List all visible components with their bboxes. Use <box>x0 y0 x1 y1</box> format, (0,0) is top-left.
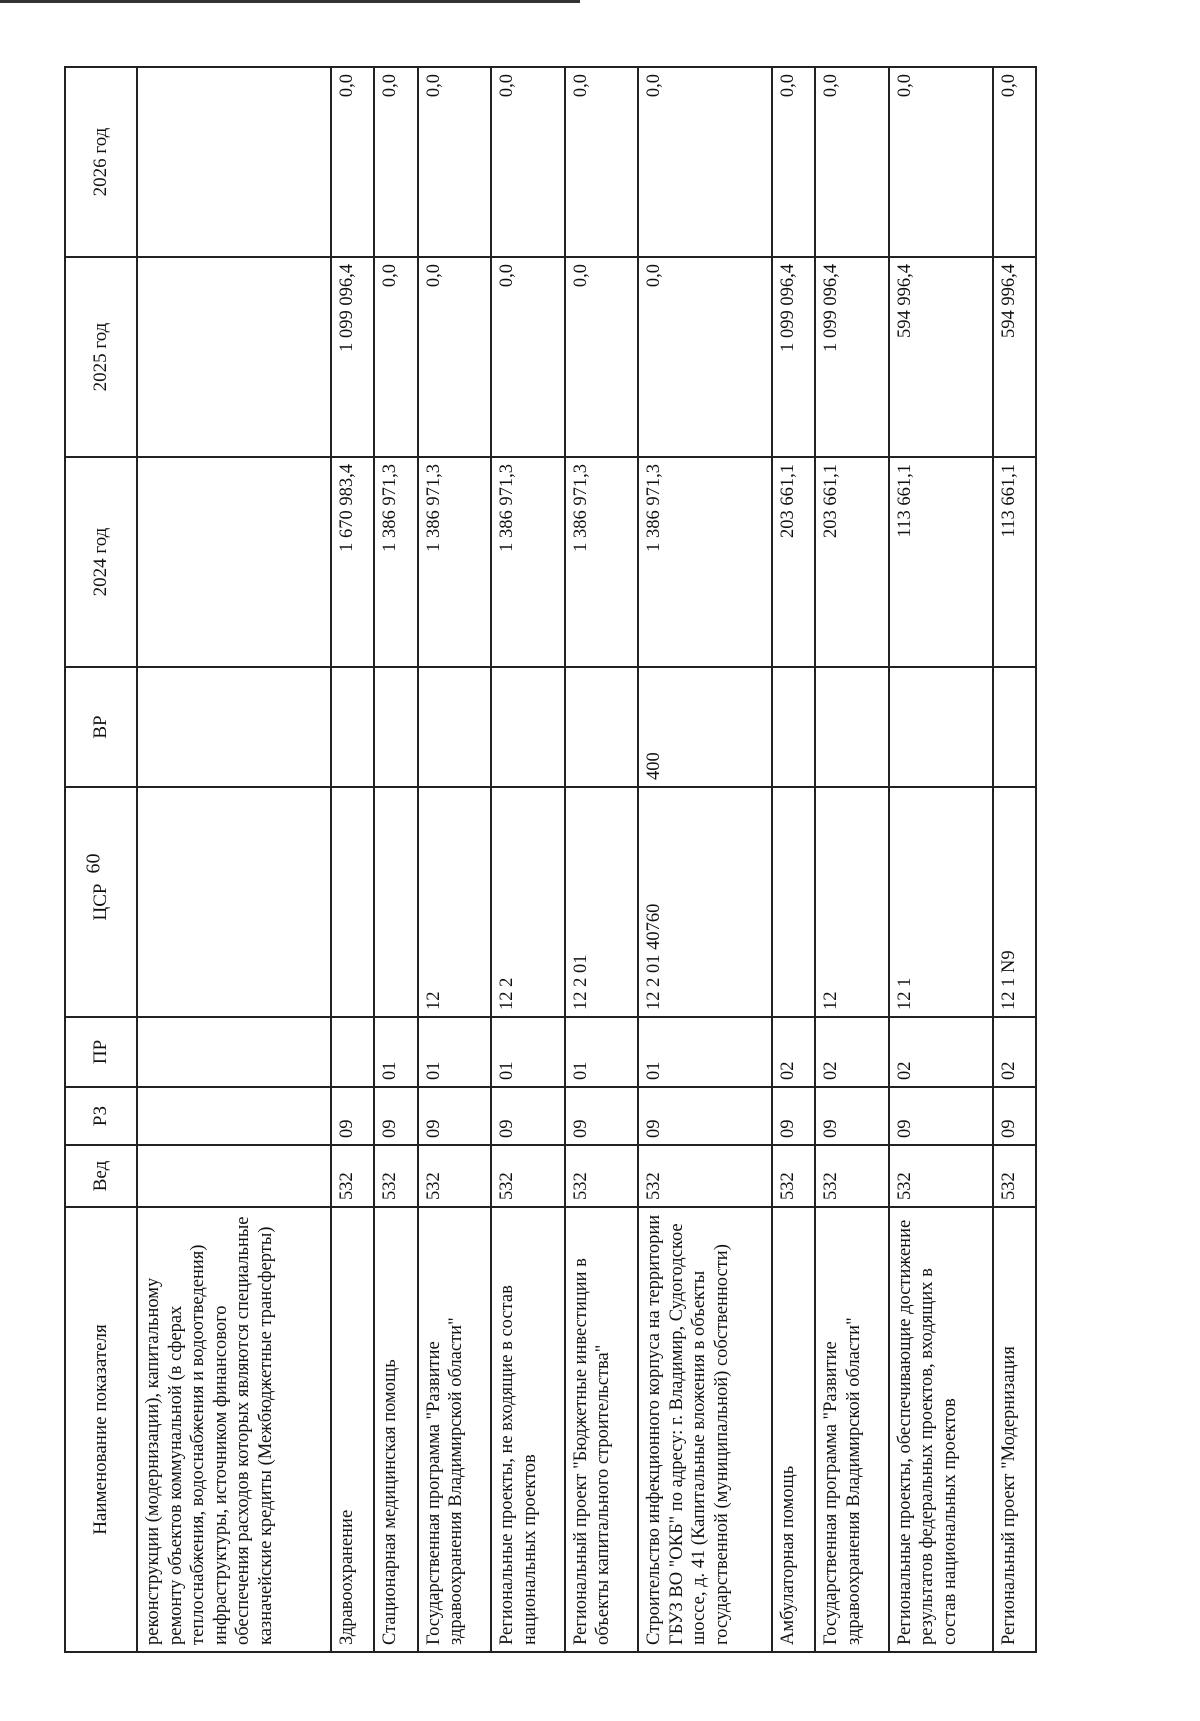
table-row <box>491 67 565 1652</box>
row-2025-cell: 594 996,4 <box>993 257 1036 457</box>
table-body <box>137 67 1036 1652</box>
row-name-cell: Региональные проекты, обеспечивающие достижение результатов федеральных проектов, входящих в состав национальных проектов <box>889 1207 993 1652</box>
row-2026-cell: 0,0 <box>815 67 889 257</box>
row-name-cell: реконструкции (модернизации), капитальному ремонту объектов коммунальной (в сферах теплоснабжения, водоснабжения и водоотведения) инфраструктуры, источником финансового обеспечения расходов которых являются специальные казначейские кредиты (Межбюджетные трансферты) <box>137 1207 331 1652</box>
row-rz-cell: 09 <box>815 1087 889 1145</box>
row-rz-cell: 09 <box>638 1087 772 1145</box>
header-vr: ВР <box>65 667 137 787</box>
row-pr-cell: 02 <box>889 1017 993 1087</box>
header-rz: РЗ <box>65 1087 137 1145</box>
row-pr-cell: 01 <box>565 1017 639 1087</box>
row-2025-cell: 1 099 096,4 <box>331 257 374 457</box>
row-csr-cell: 12 <box>815 787 889 1017</box>
table-row <box>374 67 417 1652</box>
row-2025-cell: 1 099 096,4 <box>815 257 889 457</box>
row-name-cell: Амбулаторная помощь <box>772 1207 815 1652</box>
row-pr-cell: 01 <box>418 1017 492 1087</box>
row-name-cell: Государственная программа "Развитие здравоохранения Владимирской области" <box>815 1207 889 1652</box>
row-rz-cell <box>137 1087 331 1145</box>
row-2025-cell: 0,0 <box>638 257 772 457</box>
row-ved-cell: 532 <box>993 1145 1036 1207</box>
row-pr-cell: 01 <box>638 1017 772 1087</box>
row-2026-cell: 0,0 <box>638 67 772 257</box>
row-pr-cell: 02 <box>772 1017 815 1087</box>
table-row <box>331 67 374 1652</box>
header-2024: 2024 год <box>65 457 137 667</box>
row-2025-cell: 0,0 <box>565 257 639 457</box>
header-name: Наименование показателя <box>65 1207 137 1652</box>
row-csr-cell: 12 <box>418 787 492 1017</box>
table-row <box>638 67 772 1652</box>
row-name-cell: Строительство инфекционного корпуса на территории ГБУЗ ВО "ОКБ" по адресу: г. Владимир, Судогодское шоссе, д. 41 (Капитальные вложения в объекты государственной (муниципальной) собственности) <box>638 1207 772 1652</box>
row-ved-cell: 532 <box>815 1145 889 1207</box>
rotated-table-sheet <box>64 68 1037 1653</box>
row-csr-cell: 12 1 N9 <box>993 787 1036 1017</box>
row-2024-cell: 1 386 971,3 <box>374 457 417 667</box>
table-row <box>565 67 639 1652</box>
row-vr-cell <box>374 667 417 787</box>
row-ved-cell: 532 <box>889 1145 993 1207</box>
budget-table <box>64 66 1037 1653</box>
header-2026: 2026 год <box>65 67 137 257</box>
row-csr-cell: 12 2 01 40760 <box>638 787 772 1017</box>
row-csr-cell: 12 2 01 <box>565 787 639 1017</box>
row-pr-cell <box>137 1017 331 1087</box>
row-2024-cell: 113 661,1 <box>889 457 993 667</box>
row-2025-cell <box>137 257 331 457</box>
row-vr-cell <box>491 667 565 787</box>
row-2025-cell: 0,0 <box>374 257 417 457</box>
row-2026-cell: 0,0 <box>331 67 374 257</box>
row-pr-cell: 01 <box>491 1017 565 1087</box>
row-2026-cell: 0,0 <box>772 67 815 257</box>
row-csr-cell <box>137 787 331 1017</box>
header-2025: 2025 год <box>65 257 137 457</box>
row-pr-cell <box>331 1017 374 1087</box>
header-pr: ПР <box>65 1017 137 1087</box>
header-csr: ЦСР <box>65 787 137 1017</box>
row-csr-cell: 12 1 <box>889 787 993 1017</box>
row-ved-cell: 532 <box>565 1145 639 1207</box>
header-ved: Вед <box>65 1145 137 1207</box>
row-pr-cell: 02 <box>815 1017 889 1087</box>
row-2026-cell <box>137 67 331 257</box>
row-2024-cell <box>137 457 331 667</box>
row-ved-cell: 532 <box>374 1145 417 1207</box>
row-vr-cell: 400 <box>638 667 772 787</box>
row-ved-cell: 532 <box>491 1145 565 1207</box>
row-2024-cell: 113 661,1 <box>993 457 1036 667</box>
row-vr-cell <box>889 667 993 787</box>
row-2025-cell: 0,0 <box>418 257 492 457</box>
table-row <box>772 67 815 1652</box>
table-row <box>815 67 889 1652</box>
row-rz-cell: 09 <box>418 1087 492 1145</box>
row-name-cell: Региональный проект "Модернизация <box>993 1207 1036 1652</box>
row-2024-cell: 1 670 983,4 <box>331 457 374 667</box>
row-ved-cell: 532 <box>772 1145 815 1207</box>
row-2025-cell: 1 099 096,4 <box>772 257 815 457</box>
row-csr-cell <box>331 787 374 1017</box>
row-vr-cell <box>331 667 374 787</box>
row-rz-cell: 09 <box>331 1087 374 1145</box>
row-2026-cell: 0,0 <box>565 67 639 257</box>
header-row <box>65 67 137 1652</box>
row-name-cell: Региональные проекты, не входящие в состав национальных проектов <box>491 1207 565 1652</box>
row-2026-cell: 0,0 <box>418 67 492 257</box>
row-rz-cell: 09 <box>889 1087 993 1145</box>
row-ved-cell: 532 <box>331 1145 374 1207</box>
row-ved-cell: 532 <box>418 1145 492 1207</box>
row-rz-cell: 09 <box>565 1087 639 1145</box>
row-vr-cell <box>815 667 889 787</box>
row-2026-cell: 0,0 <box>491 67 565 257</box>
table-row <box>137 67 331 1652</box>
row-rz-cell: 09 <box>374 1087 417 1145</box>
row-name-cell: Государственная программа "Развитие здравоохранения Владимирской области" <box>418 1207 492 1652</box>
row-vr-cell <box>565 667 639 787</box>
top-border-line <box>0 0 580 3</box>
row-vr-cell <box>418 667 492 787</box>
table-row <box>889 67 993 1652</box>
row-name-cell: Здравоохранение <box>331 1207 374 1652</box>
row-csr-cell <box>772 787 815 1017</box>
row-name-cell: Стационарная медицинская помощь <box>374 1207 417 1652</box>
row-ved-cell: 532 <box>638 1145 772 1207</box>
row-name-cell: Региональный проект "Бюджетные инвестиции в объекты капитального строительства" <box>565 1207 639 1652</box>
row-2026-cell: 0,0 <box>993 67 1036 257</box>
table-row <box>993 67 1036 1652</box>
row-2026-cell: 0,0 <box>889 67 993 257</box>
row-pr-cell: 01 <box>374 1017 417 1087</box>
page-number: 60 <box>82 853 105 874</box>
row-2025-cell: 594 996,4 <box>889 257 993 457</box>
row-ved-cell <box>137 1145 331 1207</box>
row-rz-cell: 09 <box>772 1087 815 1145</box>
row-2024-cell: 203 661,1 <box>815 457 889 667</box>
row-rz-cell: 09 <box>491 1087 565 1145</box>
row-csr-cell: 12 2 <box>491 787 565 1017</box>
row-pr-cell: 02 <box>993 1017 1036 1087</box>
table-row <box>418 67 492 1652</box>
row-2026-cell: 0,0 <box>374 67 417 257</box>
row-csr-cell <box>374 787 417 1017</box>
row-2024-cell: 1 386 971,3 <box>418 457 492 667</box>
row-2024-cell: 1 386 971,3 <box>491 457 565 667</box>
row-2024-cell: 1 386 971,3 <box>638 457 772 667</box>
row-2024-cell: 203 661,1 <box>772 457 815 667</box>
row-2025-cell: 0,0 <box>491 257 565 457</box>
row-2024-cell: 1 386 971,3 <box>565 457 639 667</box>
row-vr-cell <box>137 667 331 787</box>
row-vr-cell <box>772 667 815 787</box>
row-vr-cell <box>993 667 1036 787</box>
row-rz-cell: 09 <box>993 1087 1036 1145</box>
